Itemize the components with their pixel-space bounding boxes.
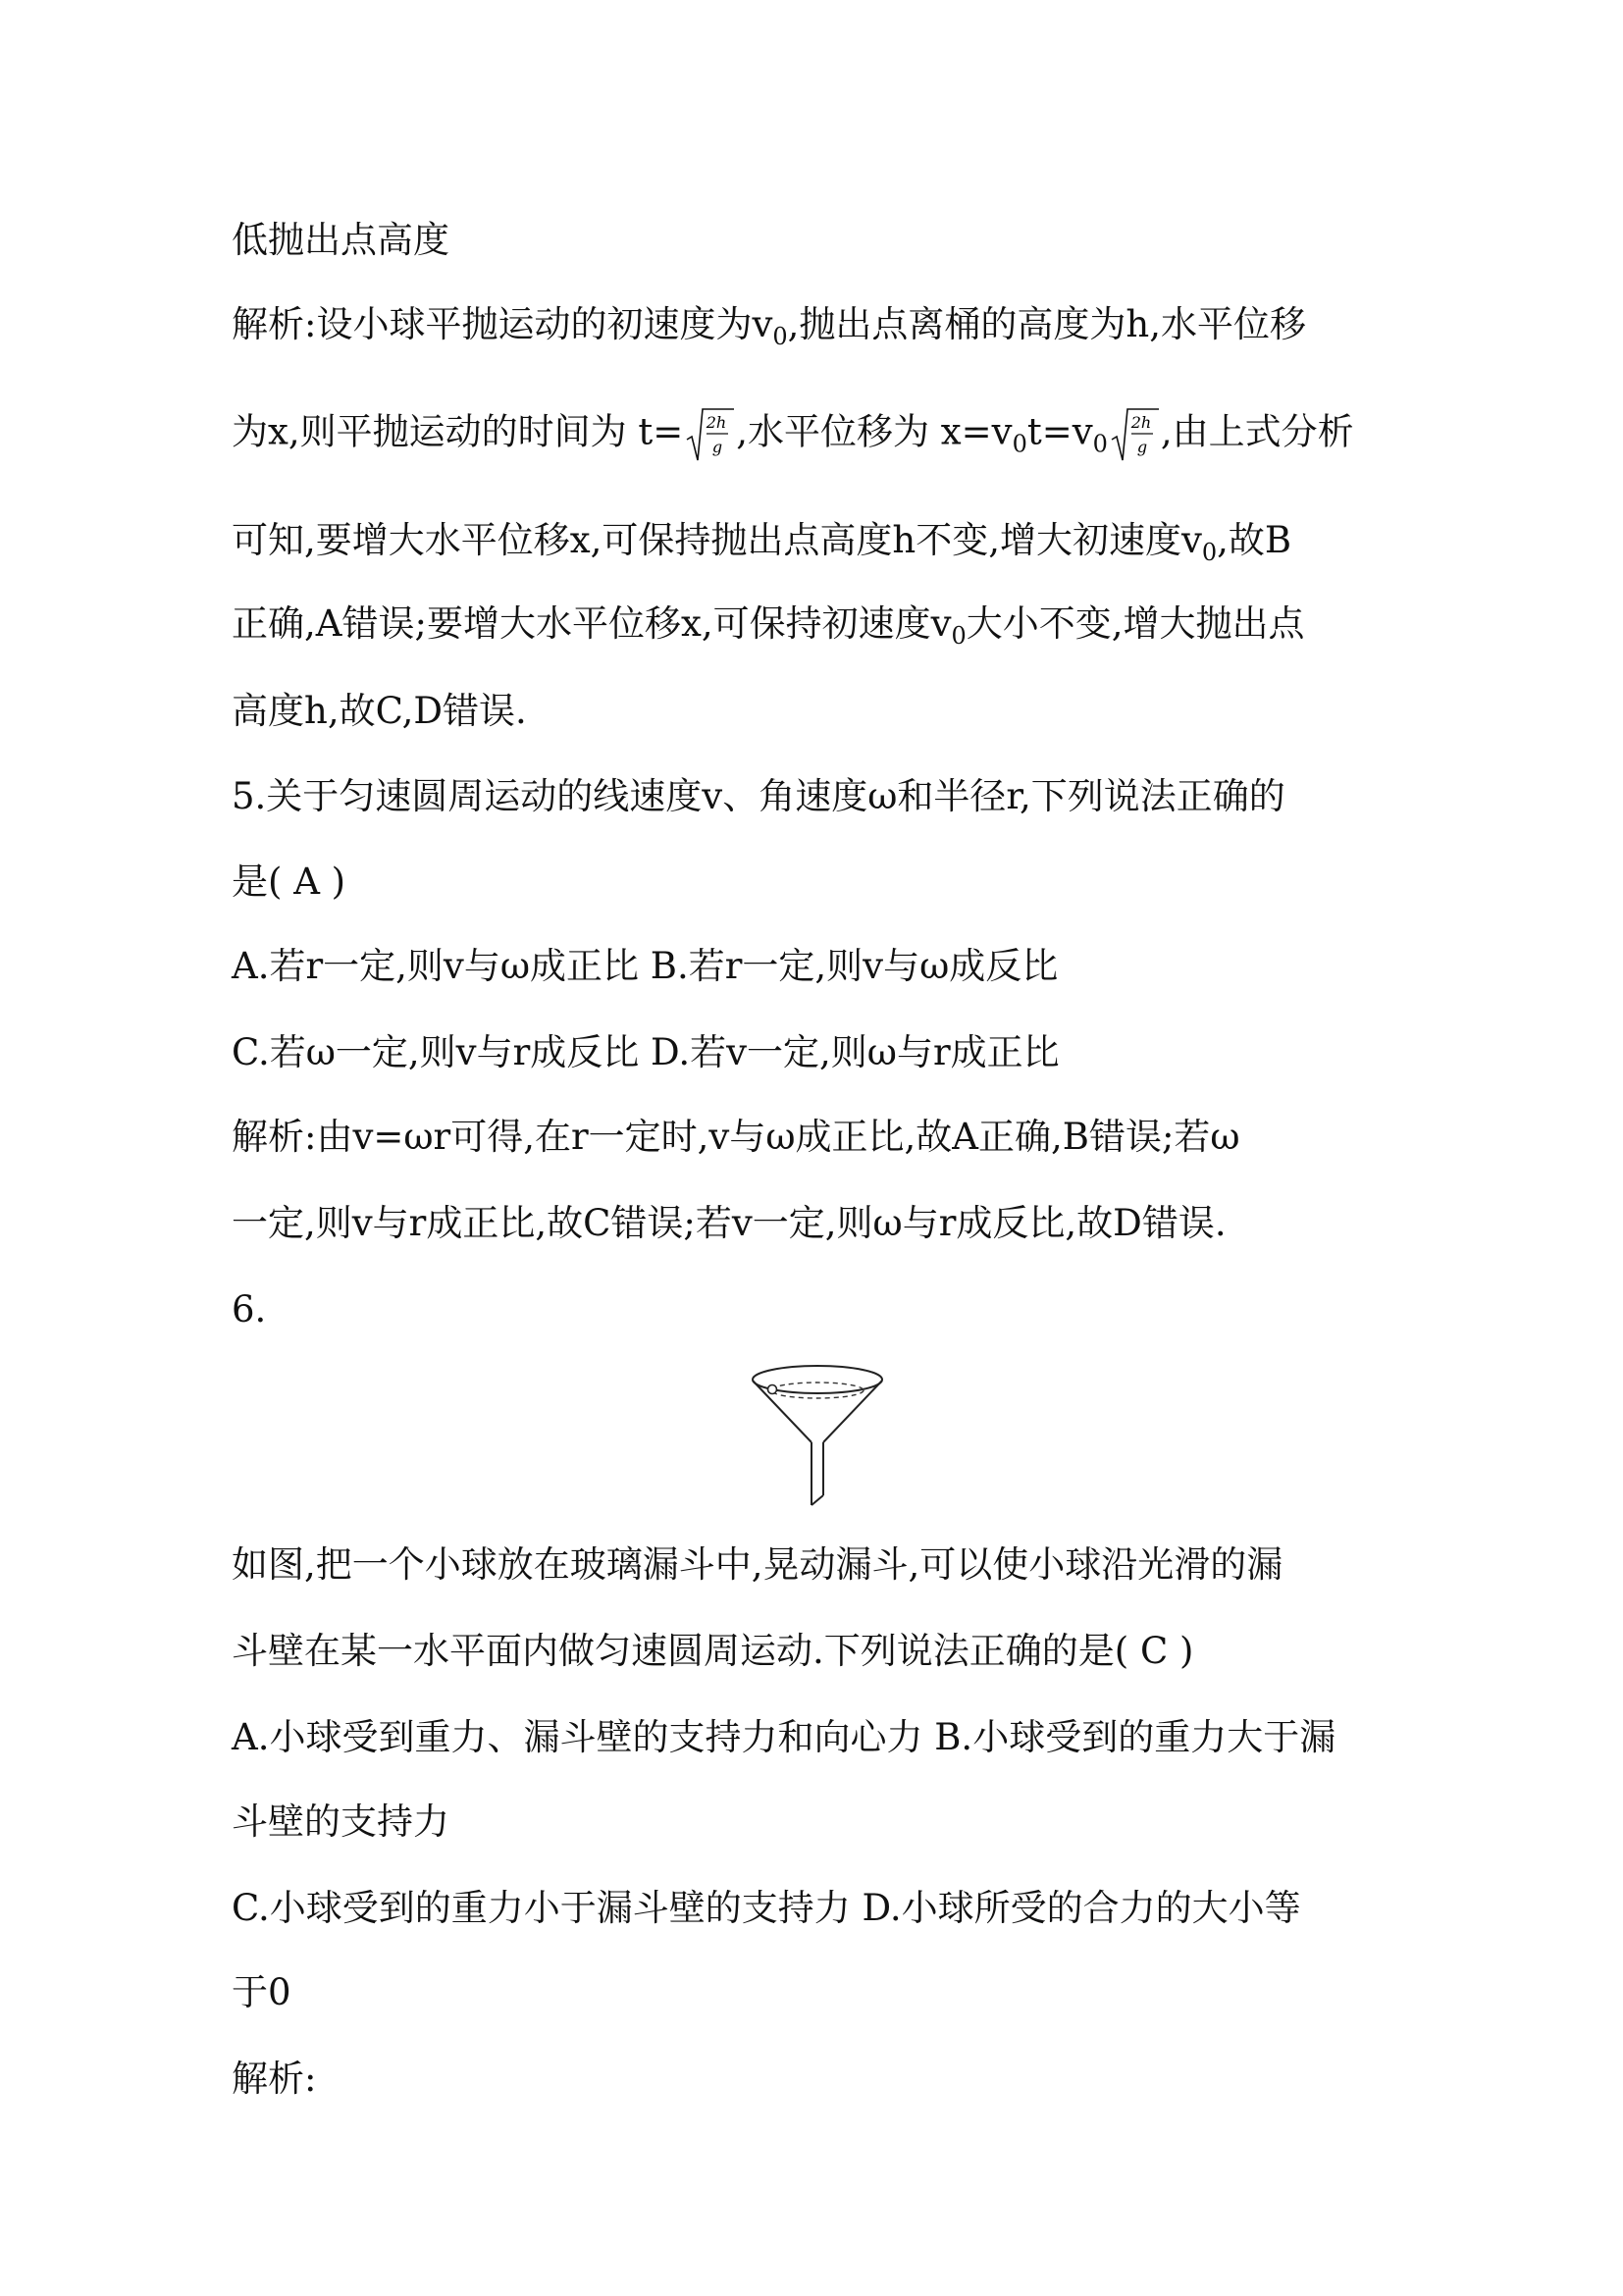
question-5-analysis: 解析:由v=ωr可得,在r一定时,v与ω成正比,故A正确,B错误;若ω [232,1116,1240,1158]
sqrt-2h-over-g [1110,406,1159,463]
question-5-options-ab: A.若r一定,则v与ω成正比 B.若r一定,则v与ω成反比 [232,945,1059,987]
question-6-options-cd: C.小球受到的重力小于漏斗壁的支持力 D.小球所受的合力的大小等 [232,1887,1301,1929]
question-5-stem: 5.关于匀速圆周运动的线速度v、角速度ω和半径r,下列说法正确的 [232,775,1285,817]
funnel-figure [744,1362,891,1509]
question-6-stem: 如图,把一个小球放在玻璃漏斗中,晃动漏斗,可以使小球沿光滑的漏 [232,1543,1283,1586]
svg-text:2h: 2h [707,413,727,432]
text-line: 高度h,故C,D错误. [232,690,527,732]
question-6-options-ab-cont: 斗壁的支持力 [232,1800,449,1843]
svg-text:2h: 2h [1130,413,1152,432]
question-6-stem-cont: 斗壁在某一水平面内做匀速圆周运动.下列说法正确的是( C ) [232,1630,1194,1672]
question-6-number: 6. [232,1288,267,1331]
question-6-options-cd-cont: 于0 [232,1971,291,2013]
text-line: 低抛出点高度 [232,219,449,261]
text-line: 正确,A错误;要增大水平位移x,可保持初速度$v_0$大小不变,增大抛出点 [232,602,1305,650]
question-5-analysis-cont: 一定,则v与r成正比,故C错误;若v一定,则ω与r成反比,故D错误. [232,1202,1227,1244]
text-line: 为x,则平抛运动的时间为 t= 2h g ,水平位移为 $x=v_0t=v_0$ 2h g ,由上式分析 [232,406,1419,463]
question-5-options-cd: C.若ω一定,则v与r成反比 D.若v一定,则ω与r成正比 [232,1031,1060,1073]
text-line: 解析:设小球平抛运动的初速度为$v_0$,抛出点离桶的高度为h,水平位移 [232,303,1307,350]
svg-text:g: g [712,438,723,456]
question-6-analysis: 解析: [232,2058,317,2100]
svg-text:g: g [1136,438,1148,456]
ball [768,1385,777,1394]
sqrt-2h-over-g [685,406,734,463]
question-6-options-ab: A.小球受到重力、漏斗壁的支持力和向心力 B.小球受到的重力大于漏 [232,1716,1336,1758]
question-5-answer: 是( A ) [232,861,346,903]
text-line: 可知,要增大水平位移x,可保持抛出点高度h不变,增大初速度$v_0$,故B [232,519,1292,566]
